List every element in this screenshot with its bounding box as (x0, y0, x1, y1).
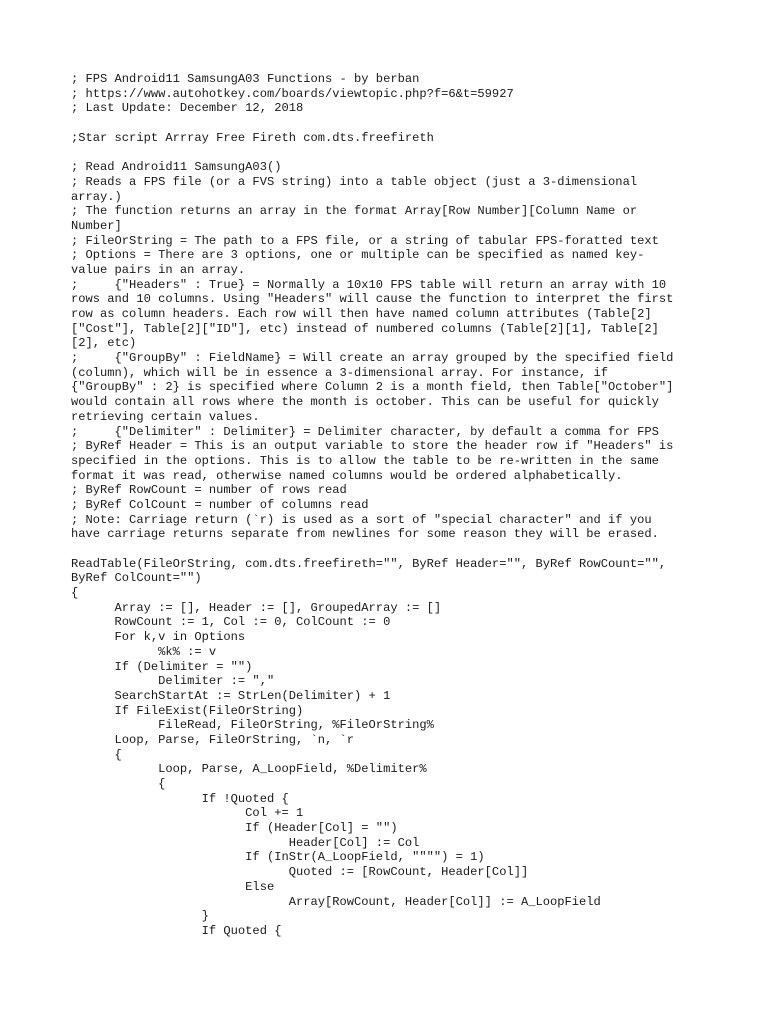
code-line: ;Star script Arrray Free Fireth com.dts.freefireth (71, 130, 434, 145)
code-line: row as column headers. Each row will then have named column attributes (Table[2] (71, 307, 652, 321)
code-line: ["Cost"], Table[2]["ID"], etc) instead of numbered columns (Table[2][1], Table[2] (71, 321, 659, 336)
code-line: Array := [], Header := [], GroupedArray := [] (71, 600, 442, 615)
blank-line (71, 145, 703, 160)
code-line: ; Note: Carriage return (`r) is used as a sort of "special character" and if you (71, 512, 652, 527)
code-line: If Quoted { (71, 923, 282, 938)
code-line: If !Quoted { (71, 791, 289, 806)
code-line: Quoted := [RowCount, Header[Col]] (71, 865, 529, 880)
code-line: } (71, 909, 209, 924)
code-line: If (InStr(A_LoopField, """") = 1) (71, 850, 485, 865)
code-line: retrieving certain values. (71, 409, 260, 424)
code-line: specified in the options. This is to allow the table to be re-written in the same (71, 453, 659, 468)
code-line: ByRef ColCount="") (71, 571, 202, 586)
code-line: ; ByRef Header = This is an output variable to store the header row if "Headers" is (71, 439, 674, 454)
code-line: ; {"GroupBy" : FieldName} = Will create an array grouped by the specified field (71, 351, 674, 366)
code-line: Number] (71, 218, 122, 233)
code-line: format it was read, otherwise named columns would be ordered alphabetically. (71, 468, 623, 483)
code-line: ; FileOrString = The path to a FPS file, or a string of tabular FPS-foratted text (71, 233, 659, 248)
code-line: ; {"Headers" : True} = Normally a 10x10 FPS table will return an array with 10 (71, 277, 667, 292)
code-line: Array[RowCount, Header[Col]] := A_LoopField (71, 894, 601, 909)
code-line: SearchStartAt := StrLen(Delimiter) + 1 (71, 688, 391, 703)
code-line: ; {"Delimiter" : Delimiter} = Delimiter character, by default a comma for FPS (71, 424, 659, 439)
code-line: Header[Col] := Col (71, 835, 420, 850)
code-line: ; Options = There are 3 options, one or multiple can be specified as named key- (71, 248, 645, 263)
code-line: If FileExist(FileOrString) (71, 703, 304, 718)
code-line: Else (71, 879, 275, 894)
code-line: Loop, Parse, FileOrString, `n, `r (71, 732, 355, 747)
code-line: rows and 10 columns. Using "Headers" will cause the function to interpret the first (71, 292, 674, 307)
code-line: ; The function returns an array in the format Array[Row Number][Column Name or (71, 204, 638, 219)
code-line: Delimiter := "," (71, 674, 275, 689)
code-line: ReadTable(FileOrString, com.dts.freefireth="", ByRef Header="", ByRef RowCount="", (71, 556, 667, 571)
code-line: ; Read Android11 SamsungA03() (71, 160, 282, 175)
code-line: %k% := v (71, 644, 217, 659)
code-line: { (71, 586, 79, 601)
code-line: {"GroupBy" : 2} is specified where Column 2 is a month field, then Table["October"] (71, 380, 674, 395)
code-line: have carriage returns separate from newlines for some reason they will be erased. (71, 527, 659, 542)
code-line: ; ByRef RowCount = number of rows read (71, 483, 347, 498)
code-line: array.) (71, 189, 122, 204)
code-line: ; Reads a FPS file (or a FVS string) into a table object (just a 3-dimensional (71, 174, 638, 189)
blank-line (71, 542, 703, 557)
code-line: Loop, Parse, A_LoopField, %Delimiter% (71, 762, 427, 777)
code-line: { (71, 777, 166, 791)
code-line: (column), which will be in essence a 3-dimensional array. For instance, if (71, 365, 609, 380)
code-line: FileRead, FileOrString, %FileOrString% (71, 718, 434, 733)
code-line: If (Header[Col] = "") (71, 821, 398, 836)
code-line: ; FPS Android11 SamsungA03 Functions - by berban (71, 72, 420, 86)
document-page (71, 72, 703, 939)
code-line: For k,v in Options (71, 630, 246, 645)
code-line: value pairs in an array. (71, 262, 246, 277)
blank-line (71, 116, 703, 131)
code-line: Col += 1 (71, 806, 304, 821)
code-line: ; https://www.autohotkey.com/boards/viewtopic.php?f=6&t=59927 (71, 86, 514, 101)
code-line: { (71, 747, 122, 762)
code-line: would contain all rows where the month is october. This can be useful for quickly (71, 395, 659, 410)
code-line: ; Last Update: December 12, 2018 (71, 101, 304, 116)
code-line: ; ByRef ColCount = number of columns read (71, 497, 369, 512)
code-line: [2], etc) (71, 336, 137, 351)
code-line: RowCount := 1, Col := 0, ColCount := 0 (71, 615, 391, 630)
code-line: If (Delimiter = "") (71, 659, 253, 674)
